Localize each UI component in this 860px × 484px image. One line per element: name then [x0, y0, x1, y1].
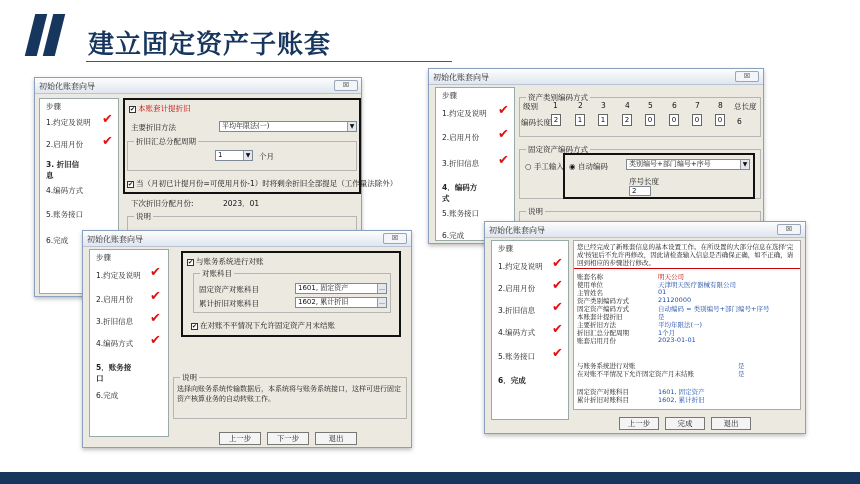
level-8: 8 [718, 101, 723, 110]
summary-value: 1个月 [658, 329, 676, 337]
step-finish: 6.完成 [46, 236, 69, 245]
summary-intro: 您已经完成了新账套信息的基本设置工作。在所设置的大部分信息在选择'完成'按钮后不允许再修改，因此请检查输入信息是否确保正确，如不正确，请回到相应的步骤进行修改。 [577, 243, 794, 267]
checkmark-icon: ✔ [498, 127, 509, 142]
next-date-value: 2023．01 [223, 199, 260, 208]
steps-heading: 步骤 [46, 102, 61, 111]
summary-value: 天津明天医疗器械有限公司 [658, 281, 736, 289]
summary-key: 主要折旧方法 [577, 321, 616, 329]
summary-value: 是 [738, 362, 745, 370]
note-text: 选择向账务系统传输数据后，本系统将与账务系统接口，这样可进行固定资产核算业务的自动转账工作。 [177, 385, 401, 403]
checkbox-checked-icon: ✔ [128, 180, 134, 188]
depr-account-value: 1602, 累计折旧 [298, 298, 349, 306]
step-ledger-interface-current: 5．账务接口 [96, 363, 132, 383]
manual-label: 手工输入 [533, 162, 564, 171]
account-group-label: 对账科目 [202, 269, 232, 278]
manual-radio[interactable] [525, 161, 564, 172]
summary-value: 2023-01-01 [658, 336, 696, 344]
next-button[interactable]: 下一步 [267, 432, 309, 445]
checkmark-icon: ✔ [552, 346, 563, 361]
summary-key: 固定资产对账科目 [577, 388, 629, 396]
total-length-label: 总长度 [734, 102, 757, 111]
wizard-window-coding [428, 68, 764, 244]
level-1: 1 [553, 101, 558, 110]
summary-value: 1602, 累计折旧 [658, 396, 705, 404]
level-label: 级别 [523, 102, 538, 111]
summary-value: 是 [738, 370, 745, 378]
code-length-input[interactable]: 1 [598, 114, 608, 126]
step-finish: 6.完成 [442, 231, 465, 240]
fa-account-value: 1601, 固定资产 [298, 284, 349, 292]
note-label: 说明 [136, 212, 151, 221]
close-button[interactable]: ☒ [735, 71, 759, 82]
wizard-window-ledger-interface [82, 230, 412, 448]
chevron-down-icon: ▼ [347, 122, 356, 131]
summary-key: 使用单位 [577, 281, 603, 289]
auto-code-select[interactable] [626, 159, 750, 170]
summary-key: 与账务系统进行对账 [577, 362, 636, 370]
step-ledger-interface: 5.账务接口 [442, 209, 480, 218]
chevron-down-icon: ▼ [243, 151, 252, 160]
summary-key: 固定资产编码方式 [577, 305, 629, 313]
summary-value: 是 [658, 313, 665, 321]
main-method-label: 主要折旧方法 [131, 123, 176, 132]
main-method-value: 平均年限法(一) [222, 122, 270, 130]
title-bar [485, 222, 805, 238]
step-depreciation: 3.折旧信息 [498, 306, 536, 315]
seq-length-spinner[interactable] [629, 186, 651, 196]
page-title: 建立固定资产子账套 [88, 30, 332, 60]
level-4: 4 [625, 101, 630, 110]
total-length-value: 6 [737, 117, 742, 126]
window-title: 初始化账套向导 [87, 235, 143, 244]
step-coding: 4.编码方式 [46, 186, 84, 195]
step-agreement: 1.约定及说明 [498, 262, 543, 271]
checkbox-checked-icon: ✔ [130, 105, 136, 113]
step-depreciation: 3.折旧信息 [442, 159, 480, 168]
summary-key: 账套名称 [577, 273, 603, 281]
step-agreement: 1.约定及说明 [46, 118, 91, 127]
step-ledger-interface: 5.账务接口 [498, 352, 536, 361]
step-agreement: 1.约定及说明 [442, 109, 487, 118]
checkmark-icon: ✔ [498, 103, 509, 118]
depr-account-input[interactable] [295, 297, 387, 308]
calc-depreciation-checkbox[interactable] [129, 103, 191, 114]
link-ledger-checkbox[interactable] [187, 256, 264, 267]
step-start-month: 2.启用月份 [442, 133, 480, 142]
level-6: 6 [672, 101, 677, 110]
summary-divider [574, 268, 800, 269]
step-ledger-interface: 5.账务接口 [46, 210, 84, 219]
close-button[interactable]: ☒ [777, 224, 801, 235]
code-length-input[interactable]: 2 [622, 114, 632, 126]
checkmark-icon: ✔ [498, 153, 509, 168]
level-7: 7 [695, 101, 700, 110]
checkbox-checked-icon: ✔ [192, 322, 198, 330]
title-divider [86, 61, 452, 62]
summary-key: 折旧汇总分配周期 [577, 329, 629, 337]
checkmark-icon: ✔ [102, 112, 113, 127]
checkmark-icon: ✔ [552, 300, 563, 315]
auto-label: 自动编码 [577, 162, 608, 171]
finish-button[interactable]: 完成 [665, 417, 705, 430]
prev-button[interactable]: 上一步 [619, 417, 659, 430]
next-date-label: 下次折旧分配月份: [131, 199, 194, 208]
auto-radio[interactable] [569, 161, 608, 172]
main-method-select[interactable] [219, 121, 357, 132]
step-coding: 4.编码方式 [96, 339, 134, 348]
checkmark-icon: ✔ [552, 278, 563, 293]
window-title: 初始化账套向导 [489, 226, 545, 235]
checkmark-icon: ✔ [552, 322, 563, 337]
summary-value: 明天公司 [658, 273, 684, 281]
step-agreement: 1.约定及说明 [96, 271, 141, 280]
steps-heading: 步骤 [96, 253, 111, 262]
step-depreciation: 3.折旧信息 [96, 317, 134, 326]
link-ledger-label: 与账务系统进行对账 [196, 257, 264, 266]
steps-panel [89, 249, 169, 437]
title-bar [83, 231, 411, 247]
checkmark-icon: ✔ [150, 289, 161, 304]
steps-heading: 步骤 [498, 244, 513, 253]
checkmark-icon: ✔ [150, 333, 161, 348]
summary-value: 21120000 [658, 296, 692, 304]
calc-depreciation-label: 本账套计提折旧 [138, 104, 191, 113]
summary-key: 在对账不平情况下允许固定资产月末结账 [577, 370, 694, 378]
window-title: 初始化账套向导 [39, 82, 95, 91]
category-code-label: 资产类别编码方式 [528, 93, 588, 102]
code-length-input[interactable]: 1 [575, 114, 585, 126]
step-coding-current: 4．编码方式 [442, 183, 478, 203]
fa-account-label: 固定资产对账科目 [199, 285, 259, 294]
summary-panel [573, 240, 801, 410]
close-button[interactable]: ☒ [334, 80, 358, 91]
note-label: 说明 [528, 207, 543, 216]
ellipsis-icon[interactable]: … [379, 285, 385, 292]
auto-code-value: 类别编号+部门编号+序号 [629, 160, 711, 168]
step-depreciation-current: 3. 折旧信息 [46, 160, 80, 180]
summary-value: 自动编码 = 类别编号+部门编号+序号 [658, 305, 770, 313]
step-start-month: 2.启用月份 [498, 284, 536, 293]
summary-key: 主管姓名 [577, 289, 603, 297]
step-coding: 4.编码方式 [498, 328, 536, 337]
depr-account-label: 累计折旧对账科目 [199, 299, 259, 308]
summary-key: 本账套计提折旧 [577, 313, 623, 321]
step-finish: 6.完成 [96, 391, 119, 400]
allow-close-checkbox[interactable] [191, 320, 335, 331]
period-value: 1 [218, 151, 223, 159]
asset-code-label: 固定资产编码方式 [528, 145, 588, 154]
step-finish-current: 6．完成 [498, 376, 526, 385]
code-length-input[interactable]: 0 [692, 114, 702, 126]
steps-panel [435, 87, 515, 241]
summary-key: 资产类别编码方式 [577, 297, 629, 305]
summary-value: 01 [658, 288, 667, 296]
step-start-month: 2.启用月份 [46, 140, 84, 149]
close-button[interactable]: ☒ [383, 233, 407, 244]
exit-button[interactable]: 退出 [315, 432, 357, 445]
radio-selected-icon: ◉ [569, 162, 578, 171]
code-length-input[interactable]: 0 [715, 114, 725, 126]
level-5: 5 [648, 101, 653, 110]
title-accent-bar-2 [43, 14, 65, 56]
seq-length-label: 序号长度 [629, 177, 659, 186]
prev-button[interactable]: 上一步 [219, 432, 261, 445]
summary-key: 账套启用月份 [577, 337, 616, 345]
title-bar [429, 69, 763, 85]
code-length-label: 编码长度 [521, 118, 551, 127]
summary-key: 累计折旧对账科目 [577, 396, 629, 404]
level-3: 3 [601, 101, 606, 110]
checkmark-icon: ✔ [150, 265, 161, 280]
last-month-checkbox[interactable] [127, 178, 398, 189]
code-length-input[interactable]: 2 [551, 114, 561, 126]
chevron-down-icon: ▼ [740, 160, 749, 169]
code-length-input[interactable]: 0 [669, 114, 679, 126]
period-label: 折旧汇总分配周期 [136, 137, 196, 146]
radio-icon: ○ [525, 162, 534, 171]
window-title: 初始化账套向导 [433, 73, 489, 82]
note-label: 说明 [182, 373, 197, 382]
allow-close-label: 在对账不平情况下允许固定资产月末结账 [200, 321, 335, 330]
last-month-rule-label: 当（月初已计提月份=可使用月份-1）时将剩余折旧全部提足（工作量法除外） [136, 179, 398, 188]
title-bar [35, 78, 361, 94]
period-unit: 个月 [259, 152, 274, 161]
wizard-window-finish [484, 221, 806, 434]
code-length-input[interactable]: 0 [645, 114, 655, 126]
steps-heading: 步骤 [442, 91, 457, 100]
footer-bar [0, 472, 860, 484]
steps-panel [491, 240, 569, 420]
summary-value: 平均年限法(一) [658, 321, 703, 329]
exit-button[interactable]: 退出 [711, 417, 751, 430]
level-2: 2 [578, 101, 583, 110]
period-select[interactable] [215, 150, 253, 161]
summary-value: 1601, 固定资产 [658, 388, 705, 396]
checkmark-icon: ✔ [102, 134, 113, 149]
checkmark-icon: ✔ [150, 311, 161, 326]
seq-length-value: 2 [632, 187, 637, 195]
fa-account-input[interactable] [295, 283, 387, 294]
checkbox-checked-icon: ✔ [188, 258, 194, 266]
checkmark-icon: ✔ [552, 256, 563, 271]
step-start-month: 2.启用月份 [96, 295, 134, 304]
ellipsis-icon[interactable]: … [379, 299, 385, 306]
